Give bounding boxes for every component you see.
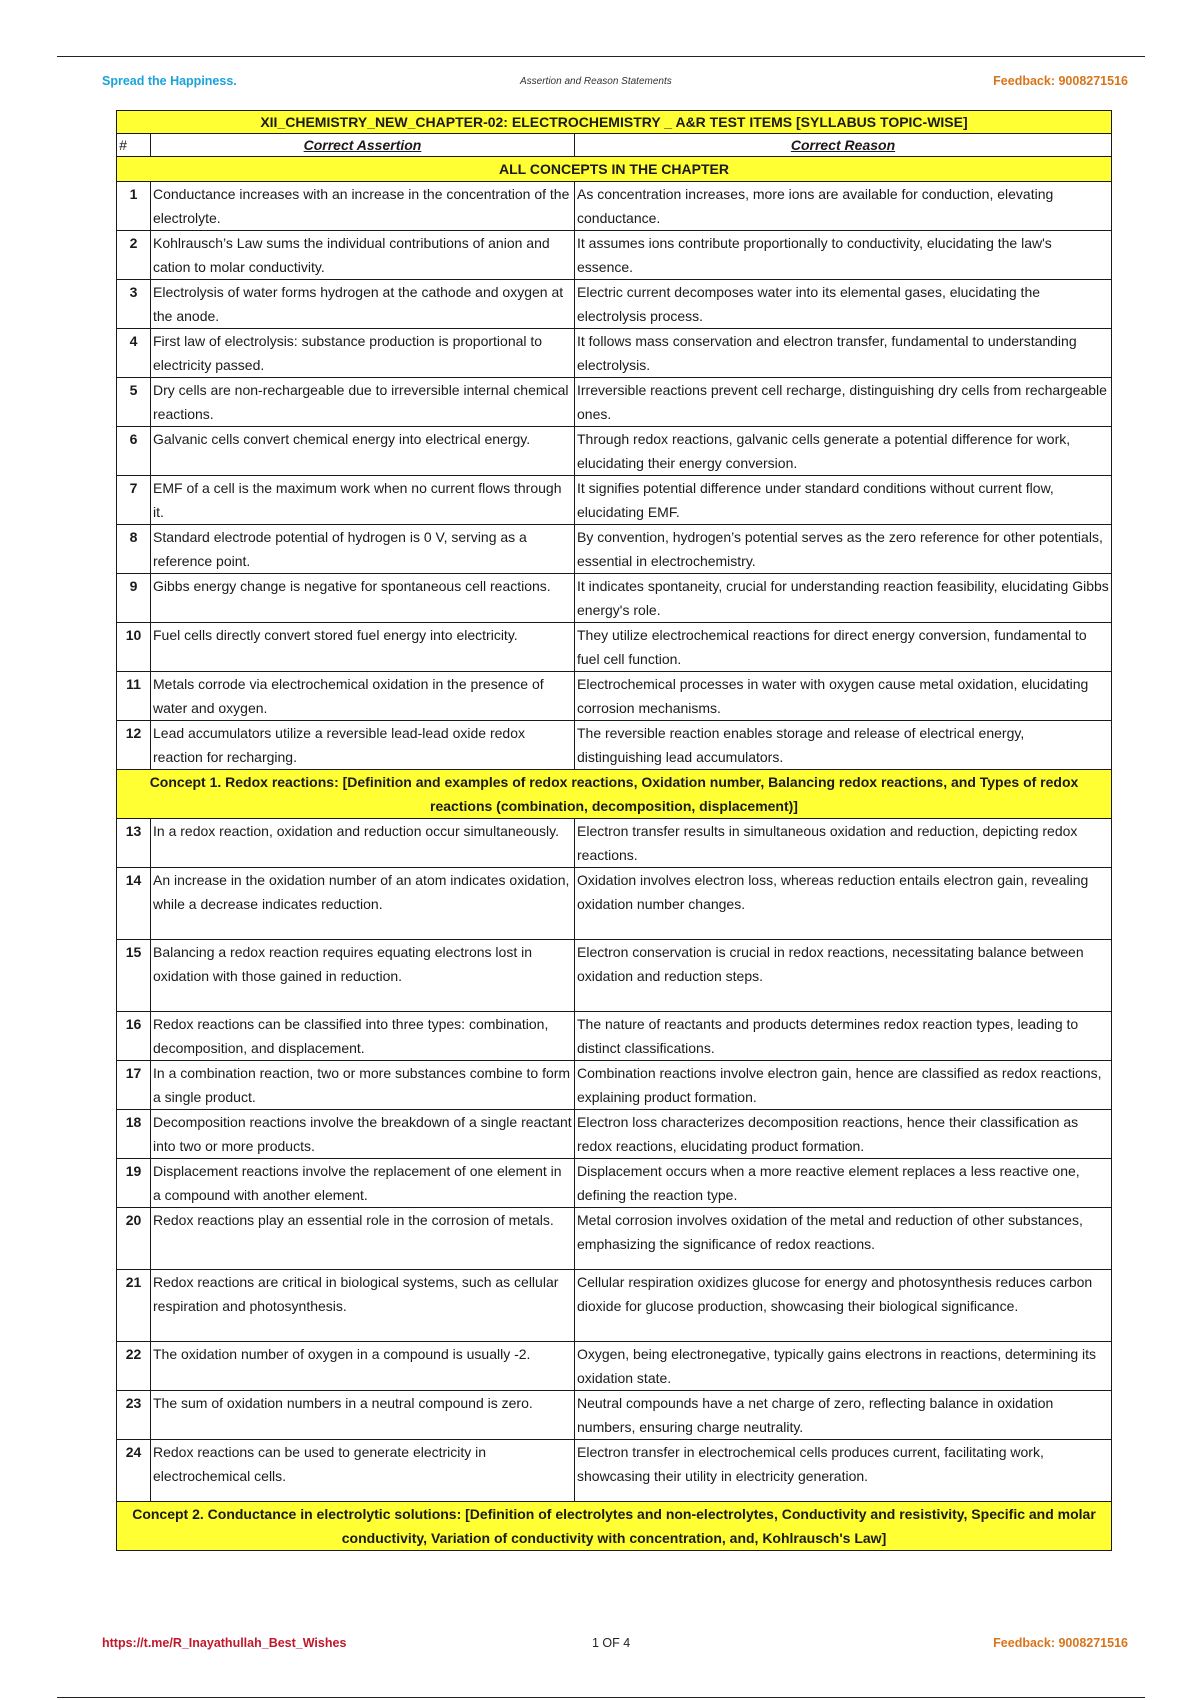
reason-text: Electron loss characterizes decomposition reactions, hence their classification as redox reactions, elucidating product formation. (575, 1110, 1112, 1159)
row-number: 15 (117, 940, 151, 1012)
reason-text: Electric current decomposes water into its elemental gases, elucidating the electrolysis process. (575, 280, 1112, 329)
assertion-text: Displacement reactions involve the replacement of one element in a compound with another element. (151, 1159, 575, 1208)
reason-text: Cellular respiration oxidizes glucose for energy and photosynthesis reduces carbon dioxide for glucose production, showcasing their biological significance. (575, 1270, 1112, 1342)
table-row (117, 1440, 1112, 1502)
section-heading-row (117, 157, 1112, 182)
row-number: 10 (117, 623, 151, 672)
table-row (117, 721, 1112, 770)
reason-text: It signifies potential difference under standard conditions without current flow, elucidating EMF. (575, 476, 1112, 525)
column-header-number: # (117, 134, 151, 157)
row-number: 13 (117, 819, 151, 868)
section-heading-row (117, 1502, 1112, 1551)
assertion-text: Redox reactions are critical in biological systems, such as cellular respiration and photosynthesis. (151, 1270, 575, 1342)
row-number: 20 (117, 1208, 151, 1270)
assertion-text: First law of electrolysis: substance production is proportional to electricity passed. (151, 329, 575, 378)
reason-text: Electron transfer in electrochemical cells produces current, facilitating work, showcasing their utility in electricity generation. (575, 1440, 1112, 1502)
assertion-reason-table (116, 110, 1112, 1551)
reason-text: Irreversible reactions prevent cell recharge, distinguishing dry cells from rechargeable ones. (575, 378, 1112, 427)
reason-text: Metal corrosion involves oxidation of the metal and reduction of other substances, emphasizing the significance of redox reactions. (575, 1208, 1112, 1270)
reason-text: Electron conservation is crucial in redox reactions, necessitating balance between oxidation and reduction steps. (575, 940, 1112, 1012)
assertion-text: The oxidation number of oxygen in a compound is usually -2. (151, 1342, 575, 1391)
row-number: 4 (117, 329, 151, 378)
footer-telegram-link[interactable]: https://t.me/R_Inayathullah_Best_Wishes (102, 1636, 347, 1650)
table-row (117, 1110, 1112, 1159)
reason-text: They utilize electrochemical reactions for direct energy conversion, fundamental to fuel cell function. (575, 623, 1112, 672)
reason-text: Oxidation involves electron loss, whereas reduction entails electron gain, revealing oxidation number changes. (575, 868, 1112, 940)
table-row (117, 819, 1112, 868)
assertion-text: Standard electrode potential of hydrogen is 0 V, serving as a reference point. (151, 525, 575, 574)
table-row (117, 1342, 1112, 1391)
reason-text: Through redox reactions, galvanic cells generate a potential difference for work, elucidating their energy conversion. (575, 427, 1112, 476)
assertion-text: Electrolysis of water forms hydrogen at the cathode and oxygen at the anode. (151, 280, 575, 329)
table-row (117, 1208, 1112, 1270)
section-heading: Concept 2. Conductance in electrolytic solutions: [Definition of electrolytes and non-electrolytes, Conductivity and resistivity, Specific and molar conductivity, Variation of conductivity with concentration, and, Kohlrausch's Law] (117, 1502, 1112, 1551)
section-heading: Concept 1. Redox reactions: [Definition and examples of redox reactions, Oxidation number, Balancing redox reactions, and Types of redox reactions (combination, decomposition, displacement)] (117, 770, 1112, 819)
reason-text: As concentration increases, more ions are available for conduction, elevating conductance. (575, 182, 1112, 231)
section-heading: ALL CONCEPTS IN THE CHAPTER (117, 157, 1112, 182)
table-row (117, 574, 1112, 623)
row-number: 23 (117, 1391, 151, 1440)
assertion-text: Balancing a redox reaction requires equating electrons lost in oxidation with those gained in reduction. (151, 940, 575, 1012)
reason-text: The reversible reaction enables storage and release of electrical energy, distinguishing lead accumulators. (575, 721, 1112, 770)
row-number: 21 (117, 1270, 151, 1342)
reason-text: Electrochemical processes in water with oxygen cause metal oxidation, elucidating corrosion mechanisms. (575, 672, 1112, 721)
row-number: 8 (117, 525, 151, 574)
row-number: 1 (117, 182, 151, 231)
row-number: 7 (117, 476, 151, 525)
reason-text: Oxygen, being electronegative, typically gains electrons in reactions, determining its oxidation state. (575, 1342, 1112, 1391)
row-number: 11 (117, 672, 151, 721)
table-row (117, 525, 1112, 574)
assertion-text: Gibbs energy change is negative for spontaneous cell reactions. (151, 574, 575, 623)
assertion-text: Decomposition reactions involve the breakdown of a single reactant into two or more products. (151, 1110, 575, 1159)
table-row (117, 868, 1112, 940)
row-number: 6 (117, 427, 151, 476)
bottom-rule (57, 1697, 1145, 1698)
row-number: 22 (117, 1342, 151, 1391)
row-number: 9 (117, 574, 151, 623)
assertion-text: Redox reactions play an essential role in the corrosion of metals. (151, 1208, 575, 1270)
reason-text: Displacement occurs when a more reactive element replaces a less reactive one, defining the reaction type. (575, 1159, 1112, 1208)
assertion-text: Redox reactions can be used to generate electricity in electrochemical cells. (151, 1440, 575, 1502)
table-title: XII_CHEMISTRY_NEW_CHAPTER-02: ELECTROCHEMISTRY _ A&R TEST ITEMS [SYLLABUS TOPIC-WISE] (117, 111, 1112, 134)
column-header-assertion: Correct Assertion (151, 134, 575, 157)
table-row (117, 476, 1112, 525)
header-tagline: Spread the Happiness. (102, 74, 237, 88)
footer-page-number: 1 OF 4 (592, 1636, 631, 1650)
table-row (117, 623, 1112, 672)
table-row (117, 672, 1112, 721)
assertion-text: Metals corrode via electrochemical oxidation in the presence of water and oxygen. (151, 672, 575, 721)
reason-text: Combination reactions involve electron gain, hence are classified as redox reactions, explaining product formation. (575, 1061, 1112, 1110)
assertion-text: Lead accumulators utilize a reversible lead-lead oxide redox reaction for recharging. (151, 721, 575, 770)
assertion-text: Galvanic cells convert chemical energy into electrical energy. (151, 427, 575, 476)
table-row (117, 182, 1112, 231)
reason-text: Electron transfer results in simultaneous oxidation and reduction, depicting redox reactions. (575, 819, 1112, 868)
column-header-reason: Correct Reason (575, 134, 1112, 157)
table-row (117, 940, 1112, 1012)
table-row (117, 378, 1112, 427)
column-header-row (117, 134, 1112, 157)
table-row (117, 1012, 1112, 1061)
row-number: 5 (117, 378, 151, 427)
top-rule (57, 56, 1145, 57)
assertion-text: Kohlrausch’s Law sums the individual contributions of anion and cation to molar conductivity. (151, 231, 575, 280)
row-number: 2 (117, 231, 151, 280)
assertion-text: Fuel cells directly convert stored fuel energy into electricity. (151, 623, 575, 672)
reason-text: It follows mass conservation and electron transfer, fundamental to understanding electrolysis. (575, 329, 1112, 378)
row-number: 19 (117, 1159, 151, 1208)
reason-text: It indicates spontaneity, crucial for understanding reaction feasibility, elucidating Gibbs energy's role. (575, 574, 1112, 623)
table-row (117, 1061, 1112, 1110)
table-row (117, 280, 1112, 329)
row-number: 3 (117, 280, 151, 329)
assertion-text: The sum of oxidation numbers in a neutral compound is zero. (151, 1391, 575, 1440)
assertion-text: In a redox reaction, oxidation and reduction occur simultaneously. (151, 819, 575, 868)
row-number: 14 (117, 868, 151, 940)
assertion-text: Redox reactions can be classified into three types: combination, decomposition, and displacement. (151, 1012, 575, 1061)
row-number: 16 (117, 1012, 151, 1061)
assertion-text: Dry cells are non-rechargeable due to irreversible internal chemical reactions. (151, 378, 575, 427)
header-feedback: Feedback: 9008271516 (993, 74, 1128, 88)
table-row (117, 1391, 1112, 1440)
table-row (117, 231, 1112, 280)
assertion-text: EMF of a cell is the maximum work when no current flows through it. (151, 476, 575, 525)
row-number: 24 (117, 1440, 151, 1502)
row-number: 12 (117, 721, 151, 770)
section-heading-row (117, 770, 1112, 819)
footer-feedback: Feedback: 9008271516 (993, 1636, 1128, 1650)
reason-text: It assumes ions contribute proportionally to conductivity, elucidating the law's essence. (575, 231, 1112, 280)
reason-text: The nature of reactants and products determines redox reaction types, leading to distinct classifications. (575, 1012, 1112, 1061)
table-row (117, 329, 1112, 378)
table-row (117, 1270, 1112, 1342)
row-number: 17 (117, 1061, 151, 1110)
reason-text: Neutral compounds have a net charge of zero, reflecting balance in oxidation numbers, ensuring charge neutrality. (575, 1391, 1112, 1440)
assertion-text: In a combination reaction, two or more substances combine to form a single product. (151, 1061, 575, 1110)
table-row (117, 1159, 1112, 1208)
table-row (117, 427, 1112, 476)
assertion-text: Conductance increases with an increase in the concentration of the electrolyte. (151, 182, 575, 231)
table-title-row (117, 111, 1112, 134)
reason-text: By convention, hydrogen’s potential serves as the zero reference for other potentials, essential in electrochemistry. (575, 525, 1112, 574)
assertion-text: An increase in the oxidation number of an atom indicates oxidation, while a decrease indicates reduction. (151, 868, 575, 940)
row-number: 18 (117, 1110, 151, 1159)
header-doc-type: Assertion and Reason Statements (520, 76, 672, 87)
